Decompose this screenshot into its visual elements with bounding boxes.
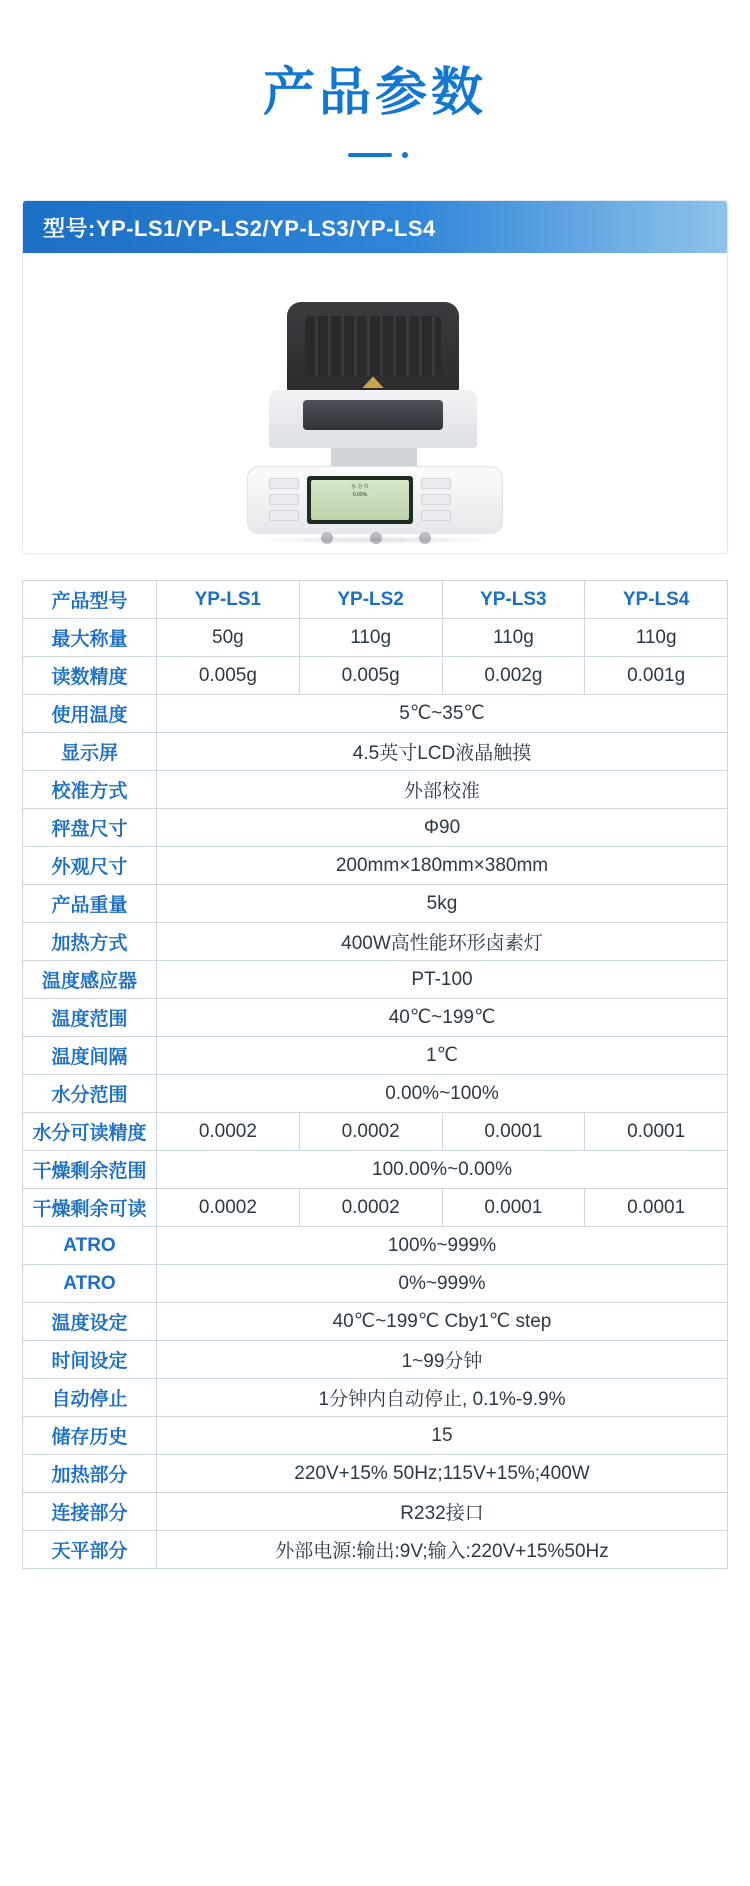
table-row-value: 1℃ [157, 1037, 728, 1075]
device-key [421, 478, 451, 489]
table-row-value: 40℃~199℃ [157, 999, 728, 1037]
table-row-label: 水分可读精度 [23, 1113, 157, 1151]
device-key [269, 510, 299, 521]
table-row-value: 15 [157, 1417, 728, 1455]
device-display-content [311, 480, 409, 520]
table-row [23, 771, 728, 809]
table-row-value: 200mm×180mm×380mm [157, 847, 728, 885]
table-row-value: 4.5英寸LCD液晶触摸 [157, 733, 728, 771]
table-row-label: ATRO [23, 1265, 157, 1303]
table-row-value: 0.005g [299, 657, 442, 695]
table-row-label: 最大称量 [23, 619, 157, 657]
page-title: 产品参数 [262, 64, 487, 122]
table-row-value: 0.00%~100% [157, 1075, 728, 1113]
table-row-label: 连接部分 [23, 1493, 157, 1531]
table-row-label: 温度间隔 [23, 1037, 157, 1075]
table-row [23, 1189, 728, 1227]
device-display-line1: 水 分 仪 [351, 484, 369, 491]
table-row-value: 400W高性能环形卤素灯 [157, 923, 728, 961]
table-row-label: 干燥剩余范围 [23, 1151, 157, 1189]
table-row-value: 0.005g [157, 657, 300, 695]
table-row [23, 961, 728, 999]
device-hood [287, 302, 459, 394]
table-row [23, 923, 728, 961]
table-row-label: 温度范围 [23, 999, 157, 1037]
table-row [23, 1417, 728, 1455]
table-row-value: 5℃~35℃ [157, 695, 728, 733]
device-hood-vents [305, 316, 441, 376]
table-row-label: 加热方式 [23, 923, 157, 961]
table-row [23, 1265, 728, 1303]
table-header-col-4: YP-LS4 [585, 581, 728, 619]
table-row-value: 110g [299, 619, 442, 657]
device-display [307, 476, 413, 524]
table-row-label: 显示屏 [23, 733, 157, 771]
table-row-label: 储存历史 [23, 1417, 157, 1455]
product-photo [23, 253, 727, 553]
device-chamber-window [303, 400, 443, 430]
table-row [23, 1455, 728, 1493]
table-row-value: 0.002g [442, 657, 585, 695]
specification-table [22, 580, 728, 1569]
table-row-value: 0.0002 [299, 1189, 442, 1227]
table-row-label: 温度设定 [23, 1303, 157, 1341]
device-left-keypad [269, 478, 299, 521]
device-right-keypad [421, 478, 451, 521]
table-row-value: 0.0001 [585, 1113, 728, 1151]
device-display-line2: 0.00% [352, 492, 368, 499]
table-row [23, 999, 728, 1037]
device-emblem-icon [362, 376, 384, 388]
table-row-value: 外部校准 [157, 771, 728, 809]
table-header-row [23, 581, 728, 619]
table-row-value: 100%~999% [157, 1227, 728, 1265]
table-row-label: 天平部分 [23, 1531, 157, 1569]
title-divider-decoration [340, 146, 410, 164]
table-row-value: 0.0001 [585, 1189, 728, 1227]
table-row-label: 读数精度 [23, 657, 157, 695]
table-row-value: 0.0002 [157, 1113, 300, 1151]
table-row-label: 时间设定 [23, 1341, 157, 1379]
table-row [23, 733, 728, 771]
product-photo-card [22, 200, 728, 554]
table-row-value: R232接口 [157, 1493, 728, 1531]
table-row-value: 1~99分钟 [157, 1341, 728, 1379]
table-row [23, 619, 728, 657]
table-row [23, 1303, 728, 1341]
table-row-value: 0.0001 [442, 1113, 585, 1151]
table-row [23, 1037, 728, 1075]
table-row [23, 1227, 728, 1265]
table-header-col-3: YP-LS3 [442, 581, 585, 619]
table-row-value: Φ90 [157, 809, 728, 847]
divider-dot [402, 152, 408, 158]
device-key [269, 478, 299, 489]
device-shadow [255, 536, 495, 544]
table-row-value: 0%~999% [157, 1265, 728, 1303]
device-key [421, 510, 451, 521]
table-row-value: 0.0001 [442, 1189, 585, 1227]
table-header-label: 产品型号 [23, 581, 157, 619]
table-row [23, 1113, 728, 1151]
table-row [23, 657, 728, 695]
table-row [23, 885, 728, 923]
table-row-label: ATRO [23, 1227, 157, 1265]
table-row [23, 1151, 728, 1189]
table-row [23, 1493, 728, 1531]
device-key [421, 494, 451, 505]
divider-bar [348, 153, 392, 157]
table-row [23, 1531, 728, 1569]
table-row-value: 0.001g [585, 657, 728, 695]
table-row-value: 0.0002 [157, 1189, 300, 1227]
table-row [23, 1379, 728, 1417]
table-row-value: 100.00%~0.00% [157, 1151, 728, 1189]
table-row-label: 温度感应器 [23, 961, 157, 999]
table-row-label: 干燥剩余可读 [23, 1189, 157, 1227]
table-row-value: 外部电源:输出:9V;输入:220V+15%50Hz [157, 1531, 728, 1569]
table-row [23, 809, 728, 847]
table-row-label: 秤盘尺寸 [23, 809, 157, 847]
table-row-label: 使用温度 [23, 695, 157, 733]
model-banner [23, 201, 727, 253]
table-row-value: 40℃~199℃ Cby1℃ step [157, 1303, 728, 1341]
table-row-label: 水分范围 [23, 1075, 157, 1113]
table-row-label: 校准方式 [23, 771, 157, 809]
table-row-value: 50g [157, 619, 300, 657]
table-row-value: 220V+15% 50Hz;115V+15%;400W [157, 1455, 728, 1493]
table-row [23, 695, 728, 733]
table-row-value: 110g [442, 619, 585, 657]
table-row [23, 1341, 728, 1379]
device-key [269, 494, 299, 505]
table-header-col-2: YP-LS2 [299, 581, 442, 619]
table-row-value: PT-100 [157, 961, 728, 999]
table-row [23, 847, 728, 885]
table-row-label: 产品重量 [23, 885, 157, 923]
specification-table-body [23, 581, 728, 1569]
page-header [0, 0, 750, 164]
table-row-label: 加热部分 [23, 1455, 157, 1493]
table-row-label: 自动停止 [23, 1379, 157, 1417]
table-row-value: 0.0002 [299, 1113, 442, 1151]
table-header-col-1: YP-LS1 [157, 581, 300, 619]
model-banner-text: 型号:YP-LS1/YP-LS2/YP-LS3/YP-LS4 [43, 215, 436, 241]
table-row-value: 1分钟内自动停止, 0.1%-9.9% [157, 1379, 728, 1417]
table-row [23, 1075, 728, 1113]
table-row-label: 外观尺寸 [23, 847, 157, 885]
table-row-value: 110g [585, 619, 728, 657]
moisture-analyzer-illustration [225, 280, 525, 545]
table-row-value: 5kg [157, 885, 728, 923]
